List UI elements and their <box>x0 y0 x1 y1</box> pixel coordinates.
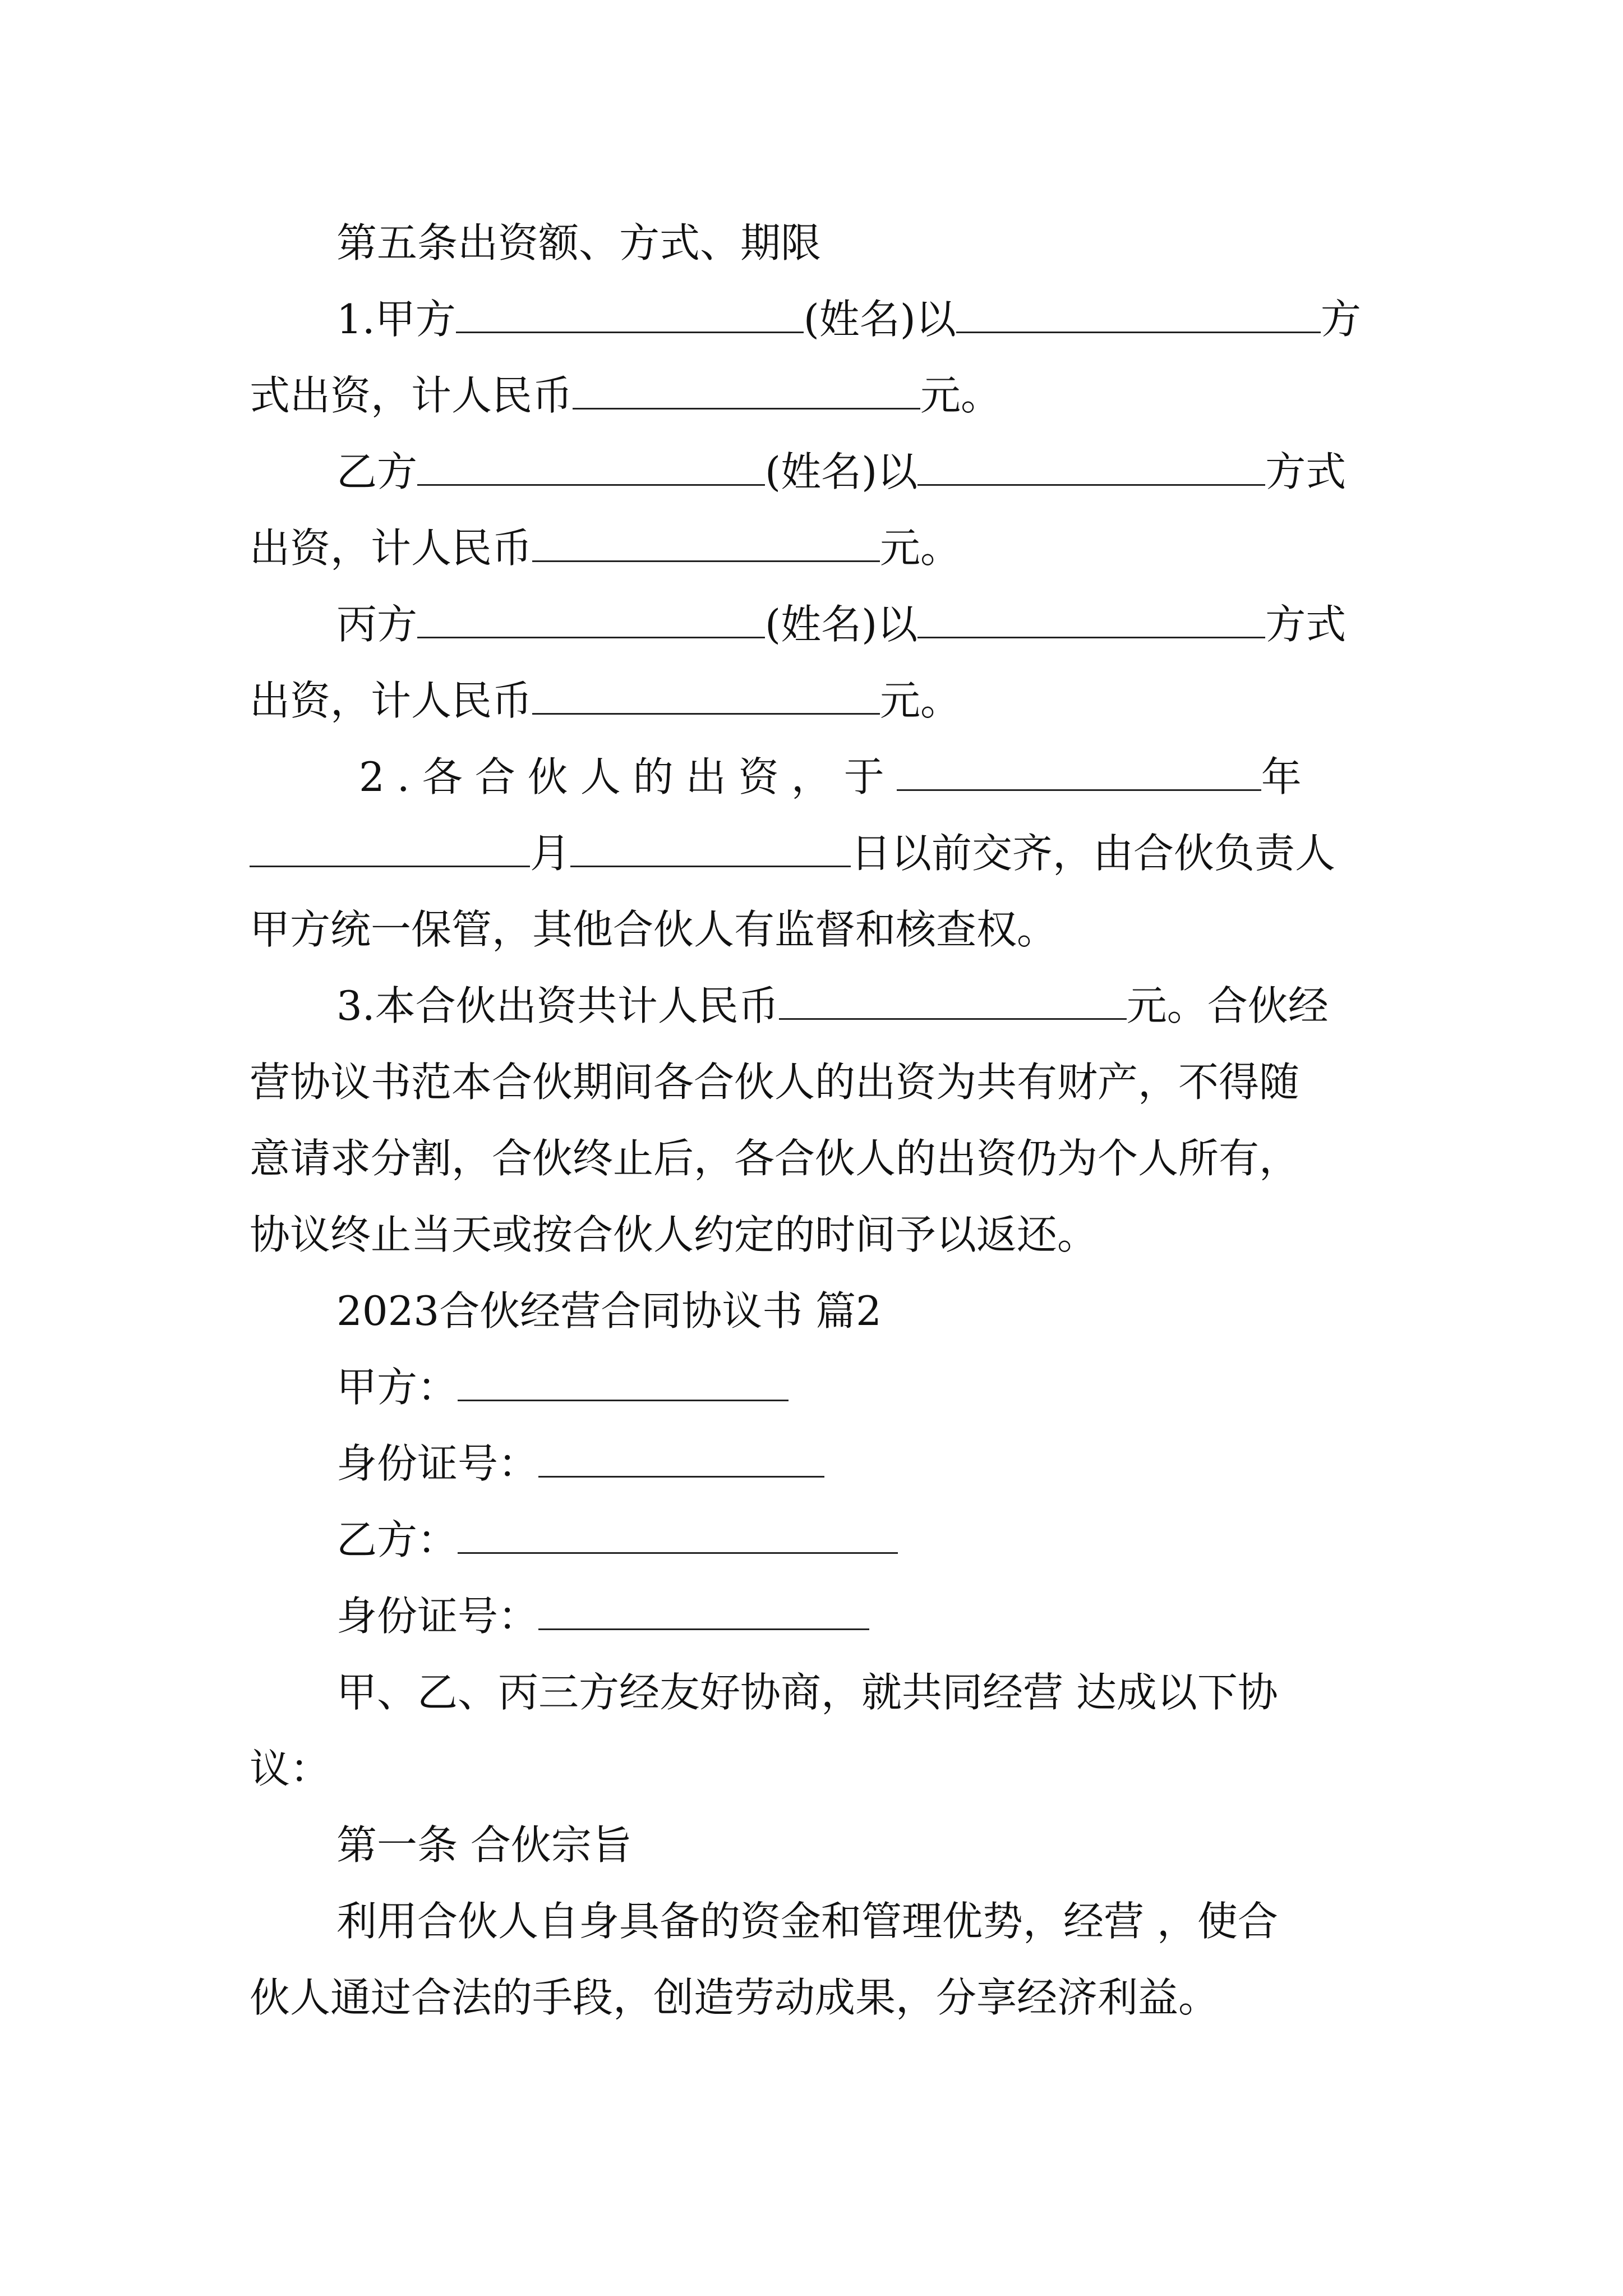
article1-line2: 伙人通过合法的手段，创造劳动成果，分享经济利益。 <box>250 1974 1219 2021</box>
article5-item1-b-line1: 乙方 (姓名)以 方式 <box>336 448 1347 495</box>
article5-item3-line3: 意请求分割，合伙终止后，各合伙人的出资仍为个人所有， <box>250 1135 1300 1182</box>
party-b-field[interactable] <box>458 1517 898 1554</box>
article5-item1-a-line2: 式出资，计人民币 元。 <box>250 372 1002 419</box>
article5-item3-line2: 营协议书范本合伙期间各合伙人的出资为共有财产，不得随 <box>250 1059 1300 1106</box>
blank-field[interactable] <box>573 373 920 409</box>
article5-heading: 第五条出资额、方式、期限 <box>336 219 822 266</box>
blank-field[interactable] <box>917 602 1265 638</box>
blank-field[interactable] <box>956 297 1321 333</box>
blank-field[interactable] <box>779 983 1127 1020</box>
party-b-id-row: 身份证号： <box>336 1588 869 1644</box>
article5-item1-c-line1: 丙方 (姓名)以 方式 <box>336 601 1347 648</box>
party-b-row: 乙方： <box>336 1512 898 1568</box>
intro-line1: 甲、乙、丙三方经友好协商，就共同经营 达成以下协 <box>336 1669 1278 1716</box>
article5-item1-a-line1: 1.甲方 (姓名)以 方 <box>336 296 1361 343</box>
party-a-field[interactable] <box>458 1365 789 1401</box>
blank-field[interactable] <box>250 831 530 867</box>
party-b-id-field[interactable] <box>538 1594 869 1630</box>
blank-field[interactable] <box>532 678 880 715</box>
article5-item1-c-line2: 出资，计人民币 元。 <box>250 677 961 724</box>
blank-field[interactable] <box>917 449 1265 486</box>
blank-field[interactable] <box>456 297 804 333</box>
party-a-id-row: 身份证号： <box>336 1435 824 1492</box>
article5-item3-line4: 协议终止当天或按合伙人约定的时间予以返还。 <box>250 1211 1098 1258</box>
party-a-id-field[interactable] <box>538 1441 824 1478</box>
article5-item2-line1: 2.各合伙人的出资，于 年 <box>359 753 1314 800</box>
blank-field[interactable] <box>532 526 880 562</box>
article1-line1: 利用合伙人自身具备的资金和管理优势，经营 ，使合 <box>336 1898 1278 1945</box>
contract2-title: 2023合伙经营合同协议书 篇2 <box>336 1287 882 1335</box>
blank-field[interactable] <box>417 449 765 486</box>
article5-item2-line3: 甲方统一保管，其他合伙人有监督和核查权。 <box>250 906 1058 953</box>
article1-heading: 第一条 合伙宗旨 <box>336 1821 632 1869</box>
intro-line2: 议： <box>250 1745 331 1792</box>
blank-field[interactable] <box>570 831 851 867</box>
blank-field[interactable] <box>897 754 1261 791</box>
article5-item2-line2: 月 日以前交齐，由合伙负责人 <box>250 825 1335 881</box>
party-a-row: 甲方： <box>336 1359 789 1415</box>
article5-item3-line1: 3.本合伙出资共计人民币 元。合伙经 <box>336 982 1329 1029</box>
article5-item1-b-line2: 出资，计人民币 元。 <box>250 524 961 572</box>
blank-field[interactable] <box>417 602 765 638</box>
